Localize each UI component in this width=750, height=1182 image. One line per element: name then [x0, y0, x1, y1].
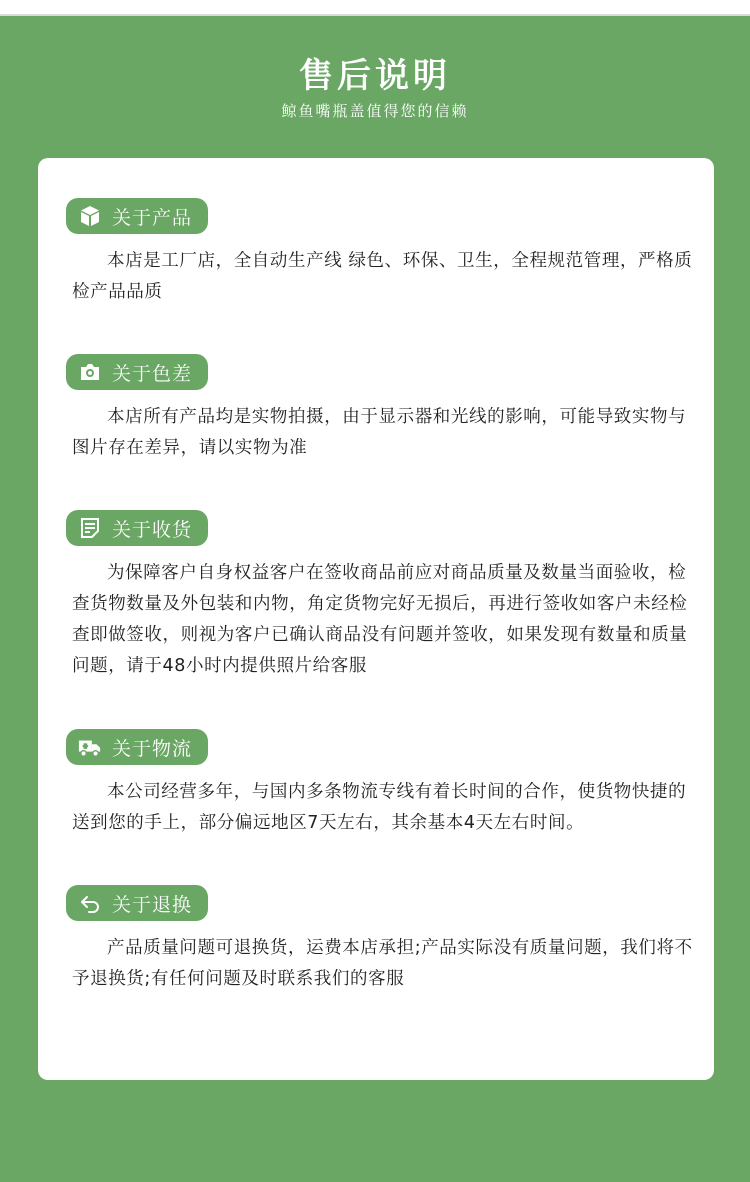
section-product — [66, 198, 696, 308]
section-header-returns — [66, 885, 208, 921]
camera-icon — [78, 360, 102, 384]
section-text-returns: 产品质量问题可退换货，运费本店承担;产品实际没有质量问题，我们将不予退换货;有任何问题及时联系我们的客服 — [72, 938, 693, 989]
info-card — [38, 158, 714, 1080]
section-text-receiving: 为保障客户自身权益客户在签收商品前应对商品质量及数量当面验收，检查货物数量及外包装和内物，角定货物完好无损后，再进行签收如客户未经检查即做签收，则视为客户已确认商品没有问题并签收，如果发现有数量和质量问题，请于48小时内提供照片给客服 — [72, 563, 688, 676]
section-title-product: 关于产品 — [112, 206, 193, 229]
section-text-logistics: 本公司经营多年，与国内多条物流专线有着长时间的合作，使货物快捷的送到您的手上，部分偏远地区7天左右，其余基本4天左右时间。 — [72, 782, 687, 833]
section-color — [66, 354, 696, 464]
return-arrow-icon — [78, 891, 102, 915]
section-header-logistics — [66, 729, 208, 765]
box-icon — [78, 204, 102, 228]
section-header-receiving — [66, 510, 208, 546]
header — [0, 52, 750, 122]
section-returns — [66, 885, 696, 995]
top-divider — [0, 14, 750, 16]
document-icon — [78, 516, 102, 540]
section-title-receiving: 关于收货 — [112, 518, 193, 541]
section-text-color: 本店所有产品均是实物拍摄，由于显示器和光线的影响，可能导致实物与图片存在差异，请以实物为准 — [72, 407, 687, 458]
section-header-product — [66, 198, 208, 234]
page-subtitle: 鲸鱼嘴瓶盖值得您的信赖 — [281, 102, 469, 120]
section-title-logistics: 关于物流 — [112, 737, 193, 760]
section-title-color: 关于色差 — [112, 362, 193, 385]
section-receiving — [66, 510, 696, 682]
section-logistics — [66, 729, 696, 839]
section-title-returns: 关于退换 — [112, 893, 193, 916]
top-strip — [0, 0, 750, 14]
section-text-product: 本店是工厂店，全自动生产线 绿色、环保、卫生，全程规范管理，严格质检产品品质 — [72, 251, 693, 302]
page-title: 售后说明 — [299, 56, 451, 96]
section-header-color — [66, 354, 208, 390]
truck-icon — [78, 735, 102, 759]
